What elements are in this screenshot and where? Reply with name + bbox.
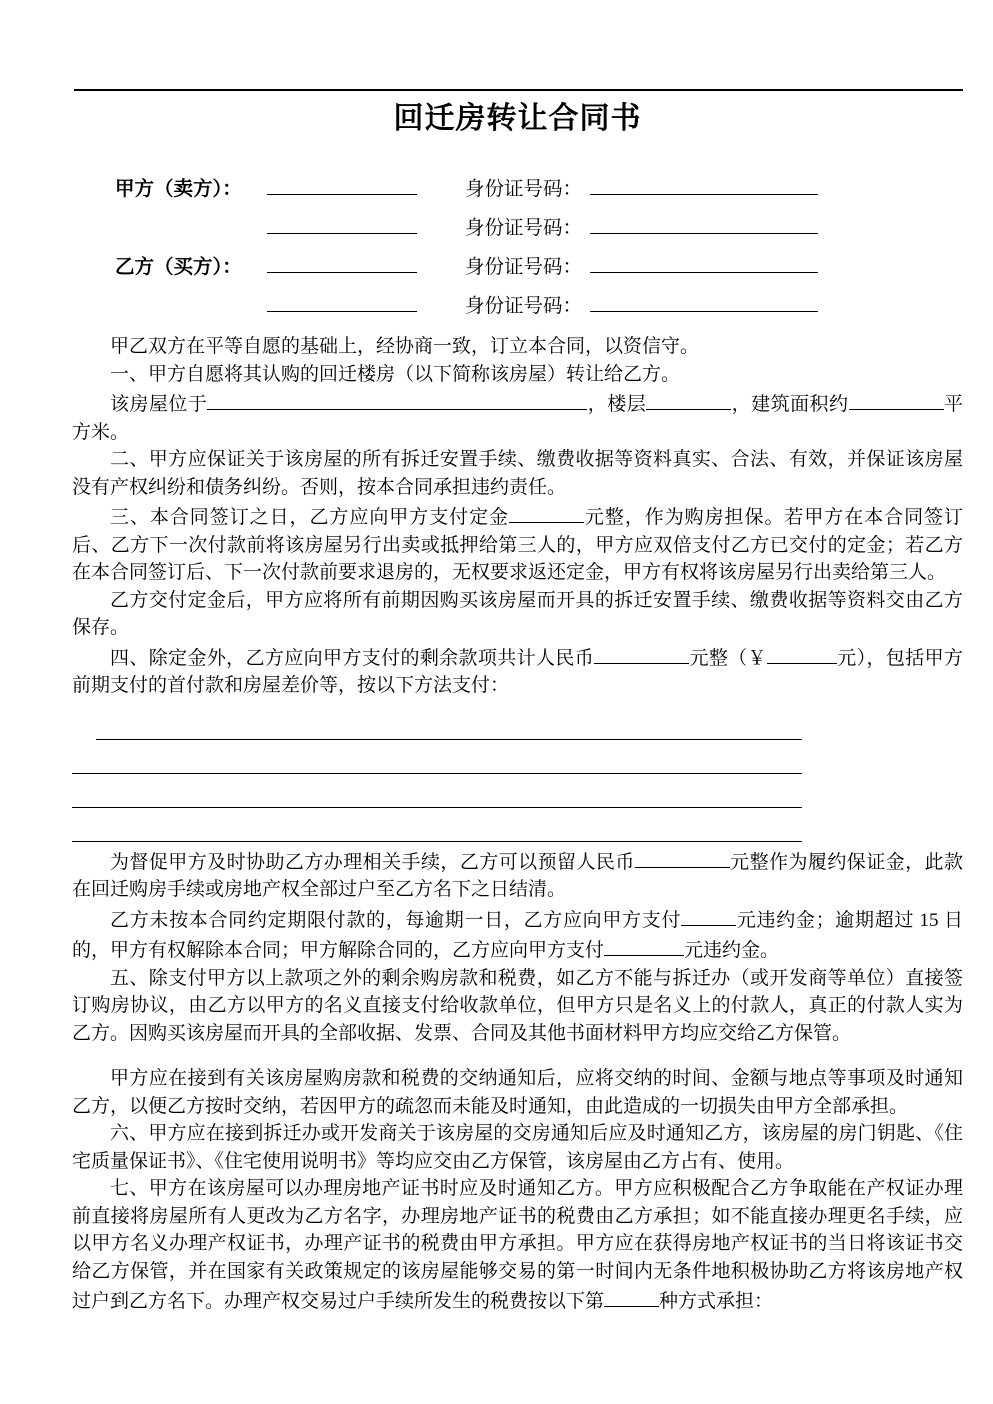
buyer-label: 乙方（买方）： [115, 257, 242, 278]
fill-in-blank [767, 642, 837, 664]
clause-1-location: 该房屋位于 ，楼层 ，建筑面积约 平方米。 [72, 388, 963, 446]
buyer2-name-blank [267, 290, 417, 312]
fill-in-blank [604, 934, 684, 956]
fill-in-blank [849, 388, 944, 410]
contract-document [72, 0, 963, 1316]
clause-5: 五、除支付甲方以上款项之外的剩余购房款和税费，如乙方不能与拆迁办（或开发商等单位）直接签订购房协议，由乙方以甲方的名义直接支付给收款单位，但甲方只是名义上的付款人，真正的付款人实为乙方。因购买该房屋而开具的全部收据、发票、合同及其他书面材料甲方均应交给乙方保管。 [72, 967, 963, 1044]
buyer-name-blank [267, 251, 417, 273]
clause-4: 四、除定金外，乙方应向甲方支付的剩余款项共计人民币 元整（￥ 元），包括甲方前期支付的首付款和房屋差价等，按以下方法支付： [72, 642, 963, 700]
payment-method-blank-line [96, 706, 802, 740]
payment-method-blank-lines [72, 706, 963, 842]
late-payment-paragraph: 乙方未按本合同约定期限付款的，每逾期一日，乙方应向甲方支付 元违约金；逾期超过 15 日的，甲方有权解除本合同；甲方解除合同的，乙方应向甲方支付 元违约金。 [72, 904, 963, 965]
fill-in-blank [509, 501, 584, 523]
clause-1: 一、甲方自愿将其认购的回迁楼房（以下简称该房屋）转让给乙方。 [110, 363, 681, 385]
clause-3: 三、本合同签订之日，乙方应向甲方支付定金 元整，作为购房担保。若甲方在本合同签订后、乙方下一次付款前将该房屋另行出卖或抵押给第三人的，甲方应双倍支付乙方已交付的定金；若乙方在本合同签订后、下一次付款前要求退房的，无权要求返还定金，甲方有权将该房屋另行出卖给第三人。 [72, 501, 963, 587]
intro-paragraph: 甲乙双方在平等自愿的基础上，经协商一致，订立本合同，以资信守。 [110, 336, 700, 357]
buyer-id-blank [590, 251, 818, 273]
payment-method-blank-line [72, 808, 802, 842]
seller-label: 甲方（卖方）： [115, 179, 242, 200]
clause-3-deposit-docs: 乙方交付定金后，甲方应将所有前期因购买该房屋而开具的拆迁安置手续、缴费收据等资料交由乙方保存。 [72, 589, 963, 638]
clause-2: 二、甲方应保证关于该房屋的所有拆迁安置手续、缴费收据等资料真实、合法、有效，并保证该房屋没有产权纠纷和债务纠纷。否则，按本合同承担违约责任。 [72, 449, 963, 498]
fill-in-blank [594, 642, 689, 664]
id-number-label: 身份证号码： [465, 179, 583, 200]
fill-in-blank [207, 388, 587, 410]
payment-method-blank-line [72, 740, 802, 774]
fill-in-blank [681, 904, 736, 926]
fill-in-blank [604, 1285, 659, 1307]
payment-method-blank-line [72, 774, 802, 808]
party-row-seller-2 [115, 212, 963, 251]
fill-in-blank [635, 846, 730, 868]
seller2-id-blank [590, 212, 818, 234]
parties-section [72, 173, 963, 329]
id-number-label: 身份证号码： [465, 218, 583, 239]
contract-body [72, 333, 963, 1316]
party-row-buyer-2 [115, 290, 963, 329]
document-title: 回迁房转让合同书 [393, 102, 642, 135]
party-row-buyer [115, 251, 963, 290]
fill-in-blank [646, 388, 731, 410]
id-number-label: 身份证号码： [465, 296, 583, 317]
header-rule [74, 89, 963, 91]
seller-name-blank [267, 173, 417, 195]
seller2-name-blank [267, 212, 417, 234]
id-number-label: 身份证号码： [465, 257, 583, 278]
clause-6: 六、甲方应在接到拆迁办或开发商关于该房屋的交房通知后应及时通知乙方，该房屋的房门钥匙、《住宅质量保证书》、《住宅使用说明书》等均应交由乙方保管，该房屋由乙方占有、使用。 [72, 1123, 963, 1172]
performance-bond-paragraph: 为督促甲方及时协助乙方办理相关手续，乙方可以预留人民币 元整作为履约保证金，此款在回迁购房手续或房地产权全部过户至乙方名下之日结清。 [72, 846, 963, 904]
clause-7: 七、甲方在该房屋可以办理房地产证书时应及时通知乙方。甲方应积极配合乙方争取能在产权证办理前直接将房屋所有人更改为乙方名字，办理房地产证书的税费由乙方承担；如不能直接办理更名手续，应以甲方名义办理产权证书，办理产证书的税费由甲方承担。甲方应在获得房地产权证书的当日将该证书交给乙方保管，并在国家有关政策规定的该房屋能够交易的第一时间内无条件地积极协助乙方将该房地产权过户到乙方名下。办理产权交易过户手续所发生的税费按以下第 种方式承担： [72, 1178, 963, 1312]
buyer2-id-blank [590, 290, 818, 312]
clause-5-notice: 甲方应在接到有关该房屋购房款和税费的交纳通知后，应将交纳的时间、金额与地点等事项及时通知乙方，以便乙方按时交纳，若因甲方的疏忽而未能及时通知，由此造成的一切损失由甲方全部承担。 [72, 1068, 963, 1117]
seller-id-blank [590, 173, 818, 195]
party-row-seller [115, 173, 963, 212]
